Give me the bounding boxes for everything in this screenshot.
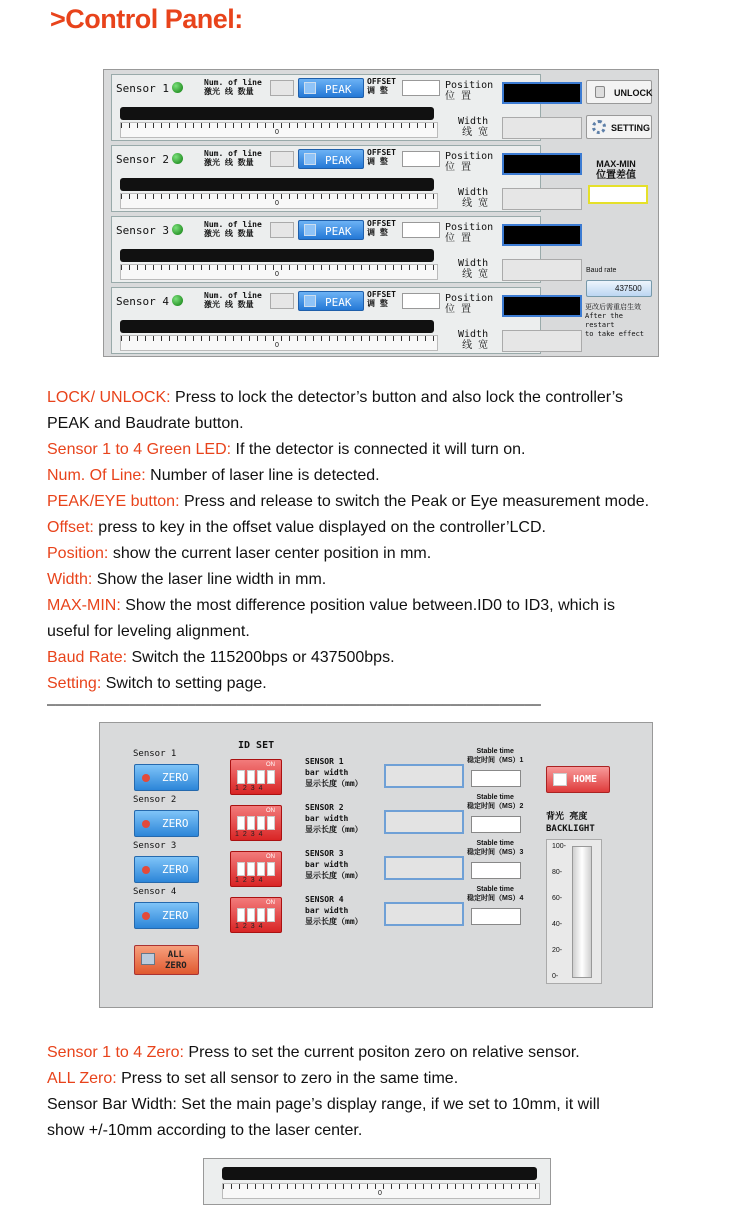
- peak-icon: [304, 224, 316, 236]
- max-min-label: MAX-MIN 位置差值: [596, 159, 636, 181]
- baud-rate-label: Baud rate: [586, 267, 617, 274]
- peak-button[interactable]: PEAK: [298, 78, 364, 98]
- num-of-line-label: Num. of line 激光 线 数量: [204, 78, 262, 96]
- width-label: Width 线 宽: [458, 116, 489, 138]
- all-zero-button[interactable]: ALL ZERO: [134, 945, 199, 975]
- backlight-tick: 100-: [552, 843, 567, 850]
- offset-label: OFFSET 调 整: [367, 219, 396, 237]
- position-value: [502, 82, 582, 104]
- width-label: Width 线 宽: [458, 258, 489, 280]
- sensor-scale: 0: [222, 1183, 540, 1199]
- page-title: >Control Panel:: [50, 4, 243, 34]
- description-line: Sensor 1 to 4 Zero: Press to set the current positon zero on relative sensor.: [47, 1044, 580, 1061]
- setting-label: SETTING: [611, 123, 651, 133]
- position-value: [502, 295, 582, 317]
- offset-input[interactable]: [402, 293, 440, 309]
- id-dip-switch[interactable]: ON 1234: [230, 897, 282, 933]
- description-line: LOCK/ UNLOCK: Press to lock the detector’s button and also lock the controller’s: [47, 389, 623, 406]
- stable-time-label: Stable time 稳定时间（MS）3: [467, 840, 524, 856]
- description-line: useful for leveling alignment.: [47, 623, 250, 640]
- sensor-bar-width-label: SENSOR 1 bar width 显示长度（mm）: [305, 757, 363, 788]
- description-line: MAX-MIN: Show the most difference position value between.ID0 to ID3, which is: [47, 597, 615, 614]
- id-dip-switch[interactable]: ON 1234: [230, 759, 282, 795]
- position-scale: 0: [120, 122, 438, 138]
- divider: ————————————————————————————————————————————————————————————: [47, 697, 541, 711]
- zero-sensor-label: Sensor 3: [133, 841, 177, 851]
- description-list: [47, 385, 649, 697]
- settings-panel: [99, 722, 653, 1008]
- zero-sensor-label: Sensor 2: [133, 795, 177, 805]
- stable-time-input[interactable]: [471, 816, 521, 833]
- position-bar: [120, 178, 434, 191]
- description-line: Baud Rate: Switch the 115200bps or 437500bps.: [47, 649, 395, 666]
- sensor-bar-width-label: SENSOR 4 bar width 显示长度（mm）: [305, 895, 363, 926]
- gear-icon: [592, 120, 606, 134]
- offset-label: OFFSET 调 整: [367, 77, 396, 95]
- lock-icon: [595, 86, 605, 98]
- num-of-line-value: [270, 80, 294, 96]
- position-scale: 0: [120, 264, 438, 280]
- all-zero-icon: [141, 953, 155, 965]
- position-label: Position 位 置: [445, 222, 494, 244]
- peak-button[interactable]: PEAK: [298, 220, 364, 240]
- baud-rate-button[interactable]: [586, 280, 652, 297]
- id-set-label: ID SET: [238, 740, 275, 751]
- backlight-label: 背光 亮度 BACKLIGHT: [546, 812, 595, 834]
- position-bar: [120, 249, 434, 262]
- description-line: PEAK and Baudrate button.: [47, 415, 244, 432]
- stable-time-label: Stable time 稳定时间（MS）4: [467, 886, 524, 902]
- peak-button[interactable]: PEAK: [298, 291, 364, 311]
- width-value: [502, 330, 582, 352]
- offset-input[interactable]: [402, 222, 440, 238]
- position-label: Position 位 置: [445, 80, 494, 102]
- num-of-line-label: Num. of line 激光 线 数量: [204, 149, 262, 167]
- width-value: [502, 188, 582, 210]
- width-value: [502, 259, 582, 281]
- position-scale: 0: [120, 335, 438, 351]
- baud-rate-note: 更改后需重启生效 After the restart to take effect: [585, 304, 645, 338]
- position-scale: 0: [120, 193, 438, 209]
- setting-button[interactable]: [586, 115, 652, 139]
- red-dot-icon: [142, 866, 150, 874]
- peak-icon: [304, 153, 316, 165]
- id-dip-switch[interactable]: ON 1234: [230, 851, 282, 887]
- bar-width-input[interactable]: [384, 856, 464, 880]
- backlight-track[interactable]: [572, 846, 592, 978]
- description-line: Sensor 1 to 4 Green LED: If the detector is connected it will turn on.: [47, 441, 526, 458]
- position-value: [502, 224, 582, 246]
- offset-label: OFFSET 调 整: [367, 290, 396, 308]
- description-line: Sensor Bar Width: Set the main page’s display range, if we set to 10mm, it will: [47, 1096, 600, 1113]
- baud-rate-value: 437500: [615, 284, 642, 293]
- offset-label: OFFSET 调 整: [367, 148, 396, 166]
- num-of-line-value: [270, 151, 294, 167]
- width-value: [502, 117, 582, 139]
- sensor-row: [111, 74, 541, 141]
- width-label: Width 线 宽: [458, 187, 489, 209]
- green-led-icon: [172, 224, 183, 235]
- max-min-value: [588, 185, 648, 204]
- zero-sensor-label: Sensor 4: [133, 887, 177, 897]
- num-of-line-label: Num. of line 激光 线 数量: [204, 220, 262, 238]
- sensor-label: Sensor 3: [116, 224, 183, 237]
- description-line: PEAK/EYE button: Press and release to switch the Peak or Eye measurement mode.: [47, 493, 650, 510]
- bar-width-input[interactable]: [384, 902, 464, 926]
- backlight-tick: 80-: [552, 869, 563, 876]
- sensor-bar-width-label: SENSOR 3 bar width 显示长度（mm）: [305, 849, 363, 880]
- bar-width-input[interactable]: [384, 764, 464, 788]
- bar-width-input[interactable]: [384, 810, 464, 834]
- sensor-row: [111, 287, 541, 354]
- description-line: Offset: press to key in the offset value displayed on the controller’LCD.: [47, 519, 546, 536]
- num-of-line-value: [270, 293, 294, 309]
- sensor-bar-width-label: SENSOR 2 bar width 显示长度（mm）: [305, 803, 363, 834]
- peak-button[interactable]: PEAK: [298, 149, 364, 169]
- stable-time-input[interactable]: [471, 908, 521, 925]
- position-label: Position 位 置: [445, 293, 494, 315]
- main-control-panel: [103, 69, 659, 357]
- sensor-row: [111, 145, 541, 212]
- zero-button[interactable]: ZERO: [134, 856, 199, 883]
- description-line: Setting: Switch to setting page.: [47, 675, 267, 692]
- backlight-tick: 40-: [552, 921, 563, 928]
- stable-time-label: Stable time 稳定时间（MS）2: [467, 794, 524, 810]
- zero-button[interactable]: ZERO: [134, 902, 199, 929]
- description-line: ALL Zero: Press to set all sensor to zero in the same time.: [47, 1070, 459, 1087]
- backlight-tick: 60-: [552, 895, 563, 902]
- sensor-label: Sensor 4: [116, 295, 183, 308]
- stable-time-input[interactable]: [471, 770, 521, 787]
- backlight-tick: 20-: [552, 947, 563, 954]
- sensor-bar-example: [203, 1158, 551, 1205]
- sensor-label: Sensor 2: [116, 153, 183, 166]
- num-of-line-value: [270, 222, 294, 238]
- unlock-button[interactable]: [586, 80, 652, 104]
- description-line: Width: Show the laser line width in mm.: [47, 571, 327, 588]
- sensor-bar: [222, 1167, 537, 1180]
- description-line: Position: show the current laser center position in mm.: [47, 545, 432, 562]
- offset-input[interactable]: [402, 80, 440, 96]
- position-bar: [120, 320, 434, 333]
- home-button[interactable]: HOME: [546, 766, 610, 793]
- red-dot-icon: [142, 774, 150, 782]
- width-label: Width 线 宽: [458, 329, 489, 351]
- offset-input[interactable]: [402, 151, 440, 167]
- stable-time-input[interactable]: [471, 862, 521, 879]
- red-dot-icon: [142, 912, 150, 920]
- description-line: Num. Of Line: Number of laser line is detected.: [47, 467, 380, 484]
- backlight-slider[interactable]: [546, 839, 602, 984]
- position-value: [502, 153, 582, 175]
- position-bar: [120, 107, 434, 120]
- home-icon: [553, 773, 567, 786]
- stable-time-label: Stable time 稳定时间（MS）1: [467, 748, 524, 764]
- sensor-label: Sensor 1: [116, 82, 183, 95]
- num-of-line-label: Num. of line 激光 线 数量: [204, 291, 262, 309]
- backlight-tick: 0-: [552, 973, 559, 980]
- zero-button[interactable]: ZERO: [134, 764, 199, 791]
- red-dot-icon: [142, 820, 150, 828]
- description-line: show +/-10mm according to the laser center.: [47, 1122, 363, 1139]
- description-list-2: [47, 1040, 600, 1144]
- unlock-label: UNLOCK: [614, 88, 653, 98]
- zero-sensor-label: Sensor 1: [133, 749, 177, 759]
- peak-icon: [304, 295, 316, 307]
- sensor-row: [111, 216, 541, 283]
- peak-icon: [304, 82, 316, 94]
- id-dip-switch[interactable]: ON 1234: [230, 805, 282, 841]
- green-led-icon: [172, 295, 183, 306]
- green-led-icon: [172, 153, 183, 164]
- zero-button[interactable]: ZERO: [134, 810, 199, 837]
- position-label: Position 位 置: [445, 151, 494, 173]
- green-led-icon: [172, 82, 183, 93]
